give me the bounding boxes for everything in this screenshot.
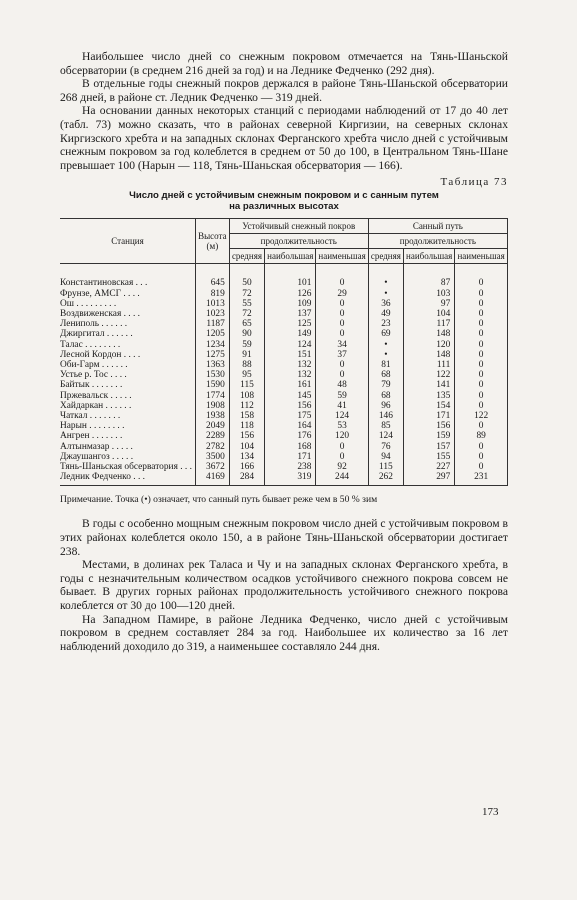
cell-p-max: 97 — [404, 299, 455, 309]
cell-s-max: 238 — [265, 462, 316, 472]
cell-p-max: 103 — [404, 289, 455, 299]
cell-p-max: 141 — [404, 380, 455, 390]
cell-station: Байтык . . . . . . . — [60, 380, 195, 390]
table-row — [60, 299, 508, 309]
page-number: 173 — [482, 806, 499, 818]
cell-s-avg: 134 — [229, 452, 264, 462]
cell-p-min: 0 — [455, 329, 508, 339]
header-snow-min: наименьшая — [316, 249, 368, 264]
cell-s-avg: 65 — [229, 319, 264, 329]
cell-station: Константиновская . . . — [60, 278, 195, 288]
table-row — [60, 472, 508, 486]
cell-h: 1938 — [195, 411, 229, 421]
cell-s-min: 92 — [316, 462, 368, 472]
paragraph-3: На основании данных некоторых станций с периодами наблюдений от 17 до 40 лет (табл. 73) можно сказать, что в районах северной Киргизии, на северных склонах Киргизского хребта и на западных склонах Ферганского хребта число дней с устойчивым снежным покровом за год колеблется в среднем от 50 до 100, в Центральном Тянь-Шане превышает 100 (Нарын — 118, Тянь-Шаньская обсерватория — 166). — [60, 104, 508, 172]
cell-p-avg: 96 — [368, 401, 403, 411]
cell-s-avg: 72 — [229, 289, 264, 299]
cell-station: Устье р. Тос . . . . — [60, 370, 195, 380]
cell-p-min: 0 — [455, 289, 508, 299]
cell-station: Оби-Гарм . . . . . . — [60, 360, 195, 370]
cell-s-max: 149 — [265, 329, 316, 339]
cell-h: 1590 — [195, 380, 229, 390]
cell-s-avg: 284 — [229, 472, 264, 486]
cell-s-max: 124 — [265, 340, 316, 350]
cell-p-avg: 36 — [368, 299, 403, 309]
cell-s-min: 0 — [316, 278, 368, 288]
cell-p-min: 0 — [455, 421, 508, 431]
cell-s-avg: 158 — [229, 411, 264, 421]
table-row — [60, 421, 508, 431]
cell-s-min: 37 — [316, 350, 368, 360]
cell-s-max: 137 — [265, 309, 316, 319]
cell-p-avg: • — [368, 350, 403, 360]
table-title — [60, 190, 508, 212]
cell-station: Фрунзе, АМСГ . . . . — [60, 289, 195, 299]
table-row — [60, 401, 508, 411]
cell-h: 2049 — [195, 421, 229, 431]
table-row — [60, 289, 508, 299]
cell-s-max: 319 — [265, 472, 316, 486]
cell-s-avg: 156 — [229, 431, 264, 441]
cell-s-max: 156 — [265, 401, 316, 411]
cell-station: Тянь-Шаньская обсерватория . . . — [60, 462, 195, 472]
table-spacer-row — [60, 264, 508, 279]
cell-s-avg: 55 — [229, 299, 264, 309]
cell-p-avg: 79 — [368, 380, 403, 390]
cell-p-avg: 68 — [368, 370, 403, 380]
table-row — [60, 329, 508, 339]
cell-s-max: 168 — [265, 442, 316, 452]
header-snow-duration: продолжительность — [229, 234, 368, 249]
paragraph-2: В отдельные годы снежный покров держался в районе Тянь-Шаньской обсерватории 268 дней, в районе ст. Ледник Федченко — 319 дней. — [60, 77, 508, 104]
cell-station: Хайдаркан . . . . . . — [60, 401, 195, 411]
cell-s-min: 124 — [316, 411, 368, 421]
cell-p-avg: 49 — [368, 309, 403, 319]
cell-p-max: 157 — [404, 442, 455, 452]
cell-p-avg: 23 — [368, 319, 403, 329]
cell-p-min: 0 — [455, 462, 508, 472]
cell-s-avg: 50 — [229, 278, 264, 288]
cell-h: 1023 — [195, 309, 229, 319]
cell-s-min: 0 — [316, 319, 368, 329]
cell-h: 1234 — [195, 340, 229, 350]
cell-h: 1275 — [195, 350, 229, 360]
cell-s-avg: 166 — [229, 462, 264, 472]
cell-p-max: 148 — [404, 329, 455, 339]
cell-station: Чаткал . . . . . . . — [60, 411, 195, 421]
cell-s-min: 29 — [316, 289, 368, 299]
cell-s-avg: 91 — [229, 350, 264, 360]
cell-p-avg: 124 — [368, 431, 403, 441]
cell-p-min: 0 — [455, 299, 508, 309]
table-row — [60, 370, 508, 380]
header-height: Высота (м) — [195, 219, 229, 264]
cell-h: 2289 — [195, 431, 229, 441]
table-row — [60, 309, 508, 319]
header-sled-min: наименьшая — [455, 249, 508, 264]
cell-p-min: 122 — [455, 411, 508, 421]
cell-station: Лениполь . . . . . . — [60, 319, 195, 329]
cell-s-max: 151 — [265, 350, 316, 360]
table-row — [60, 431, 508, 441]
header-sled-avg: средняя — [368, 249, 403, 264]
cell-station: Талас . . . . . . . . — [60, 340, 195, 350]
cell-p-avg: 94 — [368, 452, 403, 462]
table-body — [60, 264, 508, 486]
cell-p-max: 135 — [404, 391, 455, 401]
cell-p-max: 156 — [404, 421, 455, 431]
cell-p-min: 0 — [455, 452, 508, 462]
cell-s-min: 59 — [316, 391, 368, 401]
cell-p-max: 87 — [404, 278, 455, 288]
cell-p-max: 171 — [404, 411, 455, 421]
cell-s-avg: 118 — [229, 421, 264, 431]
header-group-snow: Устойчивый снежный покров — [229, 219, 368, 234]
snow-cover-table — [60, 218, 508, 486]
table-row — [60, 319, 508, 329]
cell-p-avg: 115 — [368, 462, 403, 472]
header-group-sled: Санный путь — [368, 219, 507, 234]
cell-s-avg: 104 — [229, 442, 264, 452]
cell-s-min: 34 — [316, 340, 368, 350]
cell-s-min: 0 — [316, 370, 368, 380]
cell-s-max: 164 — [265, 421, 316, 431]
cell-h: 4169 — [195, 472, 229, 486]
table-row — [60, 360, 508, 370]
table-title-line-2: на различных высотах — [229, 201, 339, 213]
cell-s-max: 132 — [265, 360, 316, 370]
cell-h: 2782 — [195, 442, 229, 452]
cell-p-min: 0 — [455, 319, 508, 329]
cell-station: Ледник Федченко . . . — [60, 472, 195, 486]
cell-p-min: 231 — [455, 472, 508, 486]
cell-p-min: 0 — [455, 442, 508, 452]
cell-h: 1205 — [195, 329, 229, 339]
table-row — [60, 278, 508, 288]
cell-h: 3672 — [195, 462, 229, 472]
table-row — [60, 411, 508, 421]
cell-station: Лесной Кордон . . . . — [60, 350, 195, 360]
cell-s-min: 0 — [316, 452, 368, 462]
cell-p-avg: • — [368, 278, 403, 288]
header-station: Станция — [60, 219, 195, 264]
cell-s-max: 125 — [265, 319, 316, 329]
cell-p-avg: 81 — [368, 360, 403, 370]
cell-p-avg: • — [368, 289, 403, 299]
cell-s-min: 0 — [316, 329, 368, 339]
cell-p-max: 111 — [404, 360, 455, 370]
cell-h: 1187 — [195, 319, 229, 329]
table-row — [60, 462, 508, 472]
cell-s-max: 175 — [265, 411, 316, 421]
cell-s-min: 244 — [316, 472, 368, 486]
table-label: Таблица 73 — [440, 176, 508, 189]
cell-station: Джиргитал . . . . . . — [60, 329, 195, 339]
cell-station: Воздвиженская . . . . — [60, 309, 195, 319]
paragraph-1: Наибольшее число дней со снежным покровом отмечается на Тянь-Шаньской обсерватории (в среднем 216 дней за год) и на Леднике Федченко (292 дня). — [60, 50, 508, 77]
cell-s-avg: 88 — [229, 360, 264, 370]
cell-p-min: 0 — [455, 340, 508, 350]
paragraph-5: Местами, в долинах рек Таласа и Чу и на западных склонах Ферганского хребта, в годы с незначительным количеством осадков устойчивого снежного покрова совсем не бывает. В других горных районах продолжительность устойчивого снежного покрова колеблется от 30 до 100—120 дней. — [60, 558, 508, 612]
cell-s-avg: 115 — [229, 380, 264, 390]
cell-p-min: 0 — [455, 401, 508, 411]
cell-p-avg: 85 — [368, 421, 403, 431]
cell-h: 1013 — [195, 299, 229, 309]
cell-p-avg: • — [368, 340, 403, 350]
table-row — [60, 340, 508, 350]
cell-s-max: 126 — [265, 289, 316, 299]
cell-s-max: 145 — [265, 391, 316, 401]
cell-s-max: 176 — [265, 431, 316, 441]
cell-p-max: 117 — [404, 319, 455, 329]
cell-h: 1363 — [195, 360, 229, 370]
cell-p-min: 0 — [455, 309, 508, 319]
cell-s-max: 132 — [265, 370, 316, 380]
table-row — [60, 350, 508, 360]
cell-p-avg: 262 — [368, 472, 403, 486]
table-row — [60, 442, 508, 452]
paragraph-4: В годы с особенно мощным снежным покровом число дней с устойчивым покровом в этих районах колеблется около 150, а в районе Тянь-Шаньской обсерватории достигает 238. — [60, 517, 508, 558]
cell-s-min: 0 — [316, 360, 368, 370]
cell-p-min: 0 — [455, 360, 508, 370]
cell-h: 3500 — [195, 452, 229, 462]
cell-s-min: 0 — [316, 442, 368, 452]
cell-s-avg: 112 — [229, 401, 264, 411]
cell-p-max: 148 — [404, 350, 455, 360]
cell-s-max: 161 — [265, 380, 316, 390]
cell-p-max: 122 — [404, 370, 455, 380]
cell-p-max: 159 — [404, 431, 455, 441]
cell-s-avg: 72 — [229, 309, 264, 319]
cell-s-max: 171 — [265, 452, 316, 462]
cell-p-avg: 146 — [368, 411, 403, 421]
cell-p-max: 155 — [404, 452, 455, 462]
cell-station: Пржевальск . . . . . — [60, 391, 195, 401]
cell-p-max: 104 — [404, 309, 455, 319]
cell-s-min: 0 — [316, 309, 368, 319]
header-snow-max: наибольшая — [265, 249, 316, 264]
cell-p-max: 227 — [404, 462, 455, 472]
cell-s-avg: 108 — [229, 391, 264, 401]
cell-p-max: 120 — [404, 340, 455, 350]
header-sled-max: наибольшая — [404, 249, 455, 264]
table-title-line-1: Число дней с устойчивым снежным покровом и с санным путем — [129, 190, 439, 202]
cell-s-min: 41 — [316, 401, 368, 411]
cell-p-min: 0 — [455, 391, 508, 401]
cell-station: Джаушангоз . . . . . — [60, 452, 195, 462]
cell-p-max: 297 — [404, 472, 455, 486]
header-snow-avg: средняя — [229, 249, 264, 264]
cell-p-max: 154 — [404, 401, 455, 411]
cell-p-min: 0 — [455, 370, 508, 380]
cell-station: Ангрен . . . . . . . — [60, 431, 195, 441]
cell-s-avg: 90 — [229, 329, 264, 339]
cell-s-min: 53 — [316, 421, 368, 431]
header-sled-duration: продолжительность — [368, 234, 507, 249]
cell-h: 1774 — [195, 391, 229, 401]
cell-p-avg: 76 — [368, 442, 403, 452]
cell-s-min: 0 — [316, 299, 368, 309]
cell-s-avg: 59 — [229, 340, 264, 350]
cell-p-min: 89 — [455, 431, 508, 441]
cell-s-max: 101 — [265, 278, 316, 288]
cell-h: 1908 — [195, 401, 229, 411]
table-note: Примечание. Точка (•) означает, что санный путь бывает реже чем в 50 % зим — [60, 494, 378, 506]
paragraph-6: На Западном Памире, в районе Ледника Федченко, число дней с устойчивым покровом в среднем составляет 284 за год. Наибольшее их количество за 16 лет наблюдений доходило до 319, а наименьшее составляло 244 дня. — [60, 612, 508, 653]
document-page — [60, 22, 508, 653]
cell-p-min: 0 — [455, 278, 508, 288]
cell-h: 1530 — [195, 370, 229, 380]
cell-p-avg: 69 — [368, 329, 403, 339]
cell-p-avg: 68 — [368, 391, 403, 401]
table-row — [60, 380, 508, 390]
cell-h: 819 — [195, 289, 229, 299]
cell-station: Алтынмазар . . . . . — [60, 442, 195, 452]
cell-s-min: 48 — [316, 380, 368, 390]
cell-p-min: 0 — [455, 380, 508, 390]
cell-s-avg: 95 — [229, 370, 264, 380]
cell-s-min: 120 — [316, 431, 368, 441]
cell-h: 645 — [195, 278, 229, 288]
cell-p-min: 0 — [455, 350, 508, 360]
cell-station: Нарын . . . . . . . . — [60, 421, 195, 431]
table-row — [60, 452, 508, 462]
table-row — [60, 391, 508, 401]
cell-station: Ош . . . . . . . . . — [60, 299, 195, 309]
cell-s-max: 109 — [265, 299, 316, 309]
